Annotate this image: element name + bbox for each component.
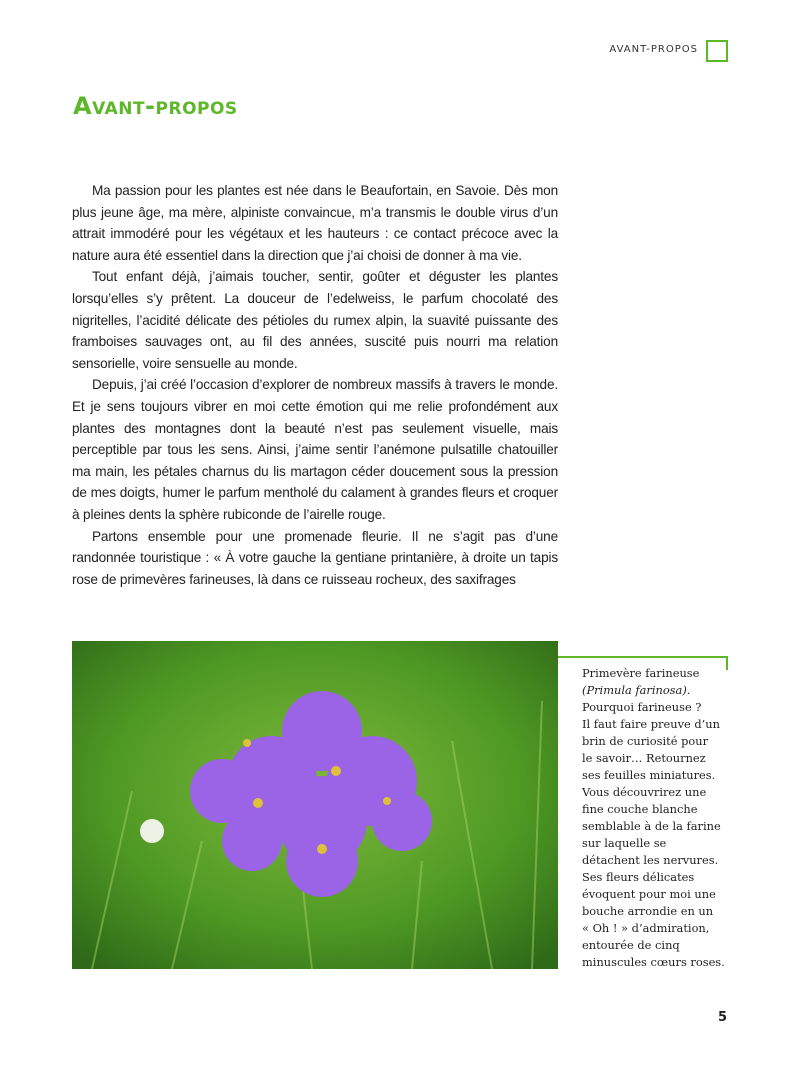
paragraph: Depuis, j’ai créé l’occasion d’explorer de nombreux massifs à travers le monde. Et je sens toujours vibrer en moi cette émotion qui me relie profondément aux plantes des montagnes dont la beauté n’est pas seulement visuelle, mais perceptible par tous les sens. Ainsi, j’aime sentir l’anémone pulsatille chatouiller ma main, les pétales charnus du lis martagon céder doucement sous la pression de mes doigts, humer le parfum mentholé du calament à grandes fleurs et croquer à pleines dents la sphère rubiconde de l’airelle rouge.	[72, 377, 558, 522]
caption-line: Ses fleurs délicates	[582, 870, 695, 884]
caption-line: ses feuilles miniatures.	[582, 768, 716, 782]
caption-line: Vous découvrirez une	[582, 785, 707, 799]
header-square-mark	[706, 40, 728, 62]
page-number: 5	[718, 1010, 728, 1025]
caption-line: semblable à de la farine	[582, 819, 721, 833]
caption-line: brin de curiosité pour	[582, 734, 709, 748]
caption-line: bouche arrondie en un	[582, 904, 714, 918]
caption-line: « Oh ! » d’admiration,	[582, 921, 710, 935]
caption-line: (Primula farinosa).	[582, 683, 691, 697]
caption-line: le savoir… Retournez	[582, 751, 706, 765]
body-text	[72, 180, 558, 590]
primula-photo	[72, 641, 558, 969]
running-header: AVANT-PROPOS	[609, 44, 698, 55]
caption-line: entourée de cinq	[582, 938, 680, 952]
caption-line: fine couche blanche	[582, 802, 698, 816]
caption-line: sur laquelle se	[582, 836, 667, 850]
chapter-title: Avant-propos	[73, 92, 238, 120]
caption-line: Primevère farineuse	[582, 666, 700, 680]
paragraph: Partons ensemble pour une promenade fleurie. Il ne s’agit pas d’une randonnée touristique : « À votre gauche la gentiane printanière, à droite un tapis rose de primevères farineuses, là dans ce ruisseau rocheux, des saxifrages	[72, 528, 558, 587]
caption-line: Il faut faire preuve d’un	[582, 717, 720, 731]
caption-line: Pourquoi farineuse ?	[582, 700, 702, 714]
caption-line: minuscules cœurs roses.	[582, 955, 725, 969]
paragraph: Ma passion pour les plantes est née dans le Beaufortain, en Savoie. Dès mon plus jeune âge, ma mère, alpiniste convaincue, m’a transmis le double virus d’un attrait immodéré pour les végétaux et les hauteurs : ce contact précoce avec la nature aura été essentiel dans la direction que j’ai choisi de donner à ma vie.	[72, 183, 558, 263]
caption-line: détachent les nervures.	[582, 853, 719, 867]
photo-caption	[582, 665, 742, 971]
caption-line: évoquent pour moi une	[582, 887, 716, 901]
paragraph: Tout enfant déjà, j’aimais toucher, sentir, goûter et déguster les plantes lorsqu’elles s’y prêtent. La douceur de l’edelweiss, le parfum chocolaté des nigritelles, l’acidité délicate des pétioles du rumex alpin, la suavité puissante des framboises sauvages ont, au fil des années, suscité puis nourri ma relation sensorielle, voire sensuelle au monde.	[72, 269, 558, 371]
